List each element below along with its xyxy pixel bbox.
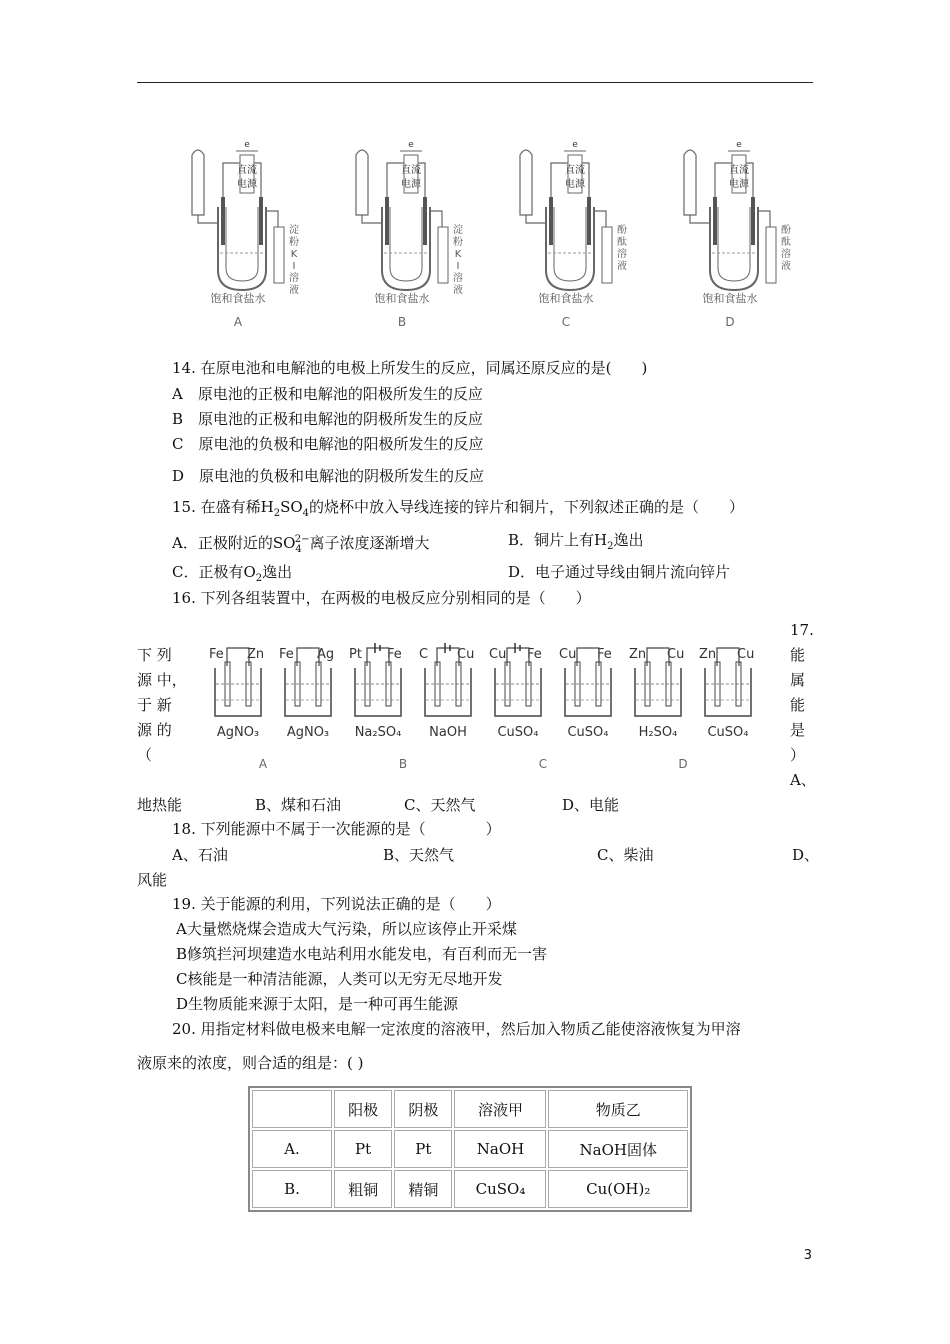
q18-option-b: B、天然气 — [383, 846, 455, 864]
solution-label: CuSO₄ — [497, 725, 539, 740]
u-tube-inner — [554, 207, 586, 281]
gas-tube — [526, 215, 546, 223]
beaker-cell — [279, 647, 334, 740]
u-tube — [710, 207, 758, 290]
electrode-label: Cu — [667, 647, 685, 662]
solution-label: 饱和食盐水 — [702, 292, 758, 305]
table-cell: Cu(OH)₂ — [548, 1170, 688, 1208]
q15-option-c: C．正极有$O_2$逸出 — [172, 563, 293, 584]
table-cell: 粗铜 — [334, 1170, 392, 1208]
q17-left-text: 于 新 — [137, 696, 172, 714]
u-tube — [382, 207, 430, 290]
solution-label: 饱和食盐水 — [210, 292, 266, 305]
beaker-cell — [559, 647, 612, 740]
solution-label: Na₂SO₄ — [354, 725, 402, 740]
beaker — [705, 668, 751, 716]
electrode-label: Cu — [737, 647, 755, 662]
electrode-left — [221, 197, 225, 245]
q17-right-text: 能 — [790, 646, 806, 664]
solution-label: NaOH — [429, 725, 467, 740]
side-solution-label: 液 — [781, 261, 791, 272]
solution-label: AgNO₃ — [216, 725, 260, 740]
u-tube — [546, 207, 594, 290]
q19-option-d: D生物质能来源于太阳，是一种可再生能源 — [176, 995, 459, 1013]
solution-label: 饱和食盐水 — [538, 292, 594, 305]
q15-option-b: B．铜片上有$H_2$逸出 — [508, 531, 644, 552]
side-solution-label: 粉 — [453, 237, 463, 248]
u-tube-inner — [718, 207, 750, 281]
side-tube-vessel — [602, 227, 612, 283]
electrode-right — [423, 197, 427, 245]
electrode-right — [587, 197, 591, 245]
q17-left-text: （ — [137, 746, 153, 764]
q19-option-b: B修筑拦河坝建造水电站利用水能发电，有百利而无一害 — [176, 945, 548, 963]
q20-stem-cont: 液原来的浓度，则合适的组是：( ) — [137, 1054, 364, 1072]
beaker-cell — [629, 647, 684, 740]
power-label: 电源 — [565, 179, 585, 190]
side-solution-label: 溶 — [781, 249, 791, 260]
electron-label: e — [736, 140, 742, 150]
group-label: A — [258, 757, 268, 771]
side-solution-label: 酚 — [781, 225, 791, 236]
beaker — [215, 668, 261, 716]
beaker-cell — [209, 647, 264, 740]
table-header-row — [252, 1090, 688, 1128]
side-solution-label: 酞 — [617, 237, 627, 248]
u-tube-setup — [192, 140, 299, 329]
q17-option-b: B、煤和石油 — [255, 796, 342, 814]
side-solution-label: I — [456, 261, 460, 272]
beaker — [355, 668, 401, 716]
side-solution-label: 溶 — [617, 249, 627, 260]
q17-option-d: D、电能 — [562, 796, 620, 814]
q14-option-c: C 原电池的负极和电解池的阳极所发生的反应 — [172, 435, 484, 453]
gas-tube — [690, 215, 710, 223]
q17-left-text: 源 的 — [137, 721, 172, 739]
q15-option-a: A．正极附近的$SO_4^{2-}$离子浓度逐渐增大 — [172, 534, 430, 555]
side-solution-label: 液 — [289, 285, 299, 296]
solution-label: 饱和食盐水 — [374, 292, 430, 305]
side-tube-vessel — [766, 227, 776, 283]
beaker — [565, 668, 611, 716]
electrode-right — [751, 197, 755, 245]
option-label: B — [397, 315, 407, 329]
electrode-left — [385, 197, 389, 245]
power-label: 直流 — [565, 165, 585, 176]
table-row — [252, 1130, 688, 1168]
side-solution-label: 溶 — [289, 273, 299, 284]
option-label: C — [561, 315, 571, 329]
side-tube — [594, 211, 606, 227]
side-solution-label: K — [290, 249, 298, 260]
q20-stem: 20. 用指定材料做电极来电解一定浓度的溶液甲，然后加入物质乙能使溶液恢复为甲溶 — [172, 1020, 741, 1038]
side-tube — [430, 211, 442, 227]
electrode-label: Fe — [597, 647, 612, 662]
beaker — [635, 668, 681, 716]
power-label: 直流 — [237, 165, 257, 176]
beaker-cell — [349, 643, 402, 740]
electrode-label: C — [419, 647, 429, 662]
q17-right-text: 17. — [790, 621, 814, 639]
q18-stem: 18. 下列能源中不属于一次能源的是（ ） — [172, 820, 501, 838]
u-tube-inner — [226, 207, 258, 281]
q17-option-a: 地热能 — [137, 796, 183, 814]
q18-option-c: C、柴油 — [597, 846, 654, 864]
side-solution-label: K — [454, 249, 462, 260]
u-tube-setup — [684, 140, 791, 329]
electron-label: e — [572, 140, 578, 150]
beaker — [425, 668, 471, 716]
electrode-right — [259, 197, 263, 245]
side-tube-vessel — [274, 227, 284, 283]
table-cell: NaOH — [454, 1130, 546, 1168]
q17-right-text: 属 — [790, 671, 806, 689]
electron-label: e — [408, 140, 414, 150]
q14-option-b: B 原电池的正极和电解池的阴极所发生的反应 — [172, 410, 484, 428]
group-label: D — [678, 757, 688, 771]
table-header: 阳极 — [334, 1090, 392, 1128]
side-solution-label: 酞 — [781, 237, 791, 248]
u-tube — [218, 207, 266, 290]
power-label: 直流 — [401, 165, 421, 176]
side-solution-label: 溶 — [453, 273, 463, 284]
test-tube — [684, 150, 696, 215]
electrode-left — [713, 197, 717, 245]
electrode-label: Fe — [387, 647, 402, 662]
beaker — [285, 668, 331, 716]
group-label: B — [398, 757, 408, 771]
table-header: 溶液甲 — [454, 1090, 546, 1128]
solution-label: H₂SO₄ — [638, 725, 678, 740]
side-tube — [758, 211, 770, 227]
electrode-label: Zn — [629, 647, 647, 662]
q17-right-text: 是 — [790, 721, 806, 739]
table-row — [252, 1170, 688, 1208]
q17-right-text: ） — [790, 746, 806, 764]
table-cell: A. — [252, 1130, 332, 1168]
table-cell: CuSO₄ — [454, 1170, 546, 1208]
power-label: 电源 — [729, 179, 749, 190]
side-solution-label: 酚 — [617, 225, 627, 236]
q18-option-d-cont: 风能 — [137, 871, 168, 889]
electrode-label: Fe — [209, 647, 224, 662]
side-solution-label: I — [292, 261, 296, 272]
table-cell: 精铜 — [394, 1170, 452, 1208]
electron-label: e — [244, 140, 250, 150]
beaker-cell — [419, 643, 474, 740]
q16-stem: 16. 下列各组装置中，在两极的电极反应分别相同的是（ ） — [172, 589, 591, 607]
power-label: 电源 — [237, 179, 257, 190]
table-cell: B. — [252, 1170, 332, 1208]
beaker-cell — [489, 643, 542, 740]
electrode-label: Cu — [489, 647, 507, 662]
q17-left-text: 源 中， — [137, 671, 187, 689]
group-label: C — [538, 757, 548, 771]
q19-option-c: C核能是一种清洁能源，人类可以无穷无尽地开发 — [176, 970, 503, 988]
q20-table — [248, 1086, 692, 1212]
gas-tube — [198, 215, 218, 223]
table-header: 阴极 — [394, 1090, 452, 1128]
table-header: 物质乙 — [548, 1090, 688, 1128]
q14-stem: 14. 在原电池和电解池的电极上所发生的反应，同属还原反应的是( ) — [172, 359, 648, 377]
table-cell: NaOH固体 — [548, 1130, 688, 1168]
q18-option-a: A、石油 — [172, 846, 228, 864]
table-header — [252, 1090, 332, 1128]
solution-label: AgNO₃ — [286, 725, 330, 740]
side-solution-label: 淀 — [289, 225, 299, 236]
q15-option-d: D．电子通过导线由铜片流向锌片 — [508, 563, 731, 581]
u-tube-setup — [356, 140, 463, 329]
electrode-label: Fe — [527, 647, 542, 662]
electrode-label: Pt — [349, 647, 362, 662]
beaker-cell — [699, 647, 754, 740]
test-tube — [520, 150, 532, 215]
gas-tube — [362, 215, 382, 223]
electrode-beaker-figure — [205, 638, 765, 778]
q19-stem: 19. 关于能源的利用，下列说法正确的是（ ） — [172, 895, 501, 913]
u-tube-inner — [390, 207, 422, 281]
q18-option-d: D、 — [792, 846, 820, 864]
electrode-label: Zn — [699, 647, 717, 662]
side-solution-label: 粉 — [289, 237, 299, 248]
electrode-label: Ag — [317, 647, 335, 662]
side-solution-label: 液 — [617, 261, 627, 272]
solution-label: CuSO₄ — [567, 725, 609, 740]
q19-option-a: A大量燃烧煤会造成大气污染，所以应该停止开采煤 — [176, 920, 517, 938]
test-tube — [356, 150, 368, 215]
q15-stem: 15. 在盛有稀$H_2SO_4$的烧杯中放入导线连接的锌片和铜片，下列叙述正确的是（ ） — [172, 498, 745, 519]
electrode-label: Cu — [457, 647, 475, 662]
q17-option-c: C、天然气 — [404, 796, 476, 814]
electrode-label: Fe — [279, 647, 294, 662]
q17-left-text: 下 列 — [137, 646, 172, 664]
side-solution-label: 淀 — [453, 225, 463, 236]
page-number: 3 — [803, 1248, 812, 1263]
q14-option-d: D 原电池的负极和电解池的阴极所发生的反应 — [172, 467, 485, 485]
table-cell: Pt — [394, 1130, 452, 1168]
electrode-label: Zn — [247, 647, 265, 662]
option-label: A — [233, 315, 243, 329]
electrode-left — [549, 197, 553, 245]
beaker — [495, 668, 541, 716]
electrode-label: Cu — [559, 647, 577, 662]
option-label: D — [725, 315, 735, 329]
header-rule — [137, 82, 813, 83]
power-label: 直流 — [729, 165, 749, 176]
solution-label: CuSO₄ — [707, 725, 749, 740]
power-label: 电源 — [401, 179, 421, 190]
side-tube — [266, 211, 278, 227]
q14-option-a: A 原电池的正极和电解池的阳极所发生的反应 — [172, 385, 483, 403]
u-tube-setup — [520, 140, 627, 329]
electrolysis-u-tube-figure — [180, 135, 820, 335]
q17-right-text: A、 — [790, 771, 816, 789]
test-tube — [192, 150, 204, 215]
q17-right-text: 能 — [790, 696, 806, 714]
table-cell: Pt — [334, 1130, 392, 1168]
side-tube-vessel — [438, 227, 448, 283]
side-solution-label: 液 — [453, 285, 463, 296]
